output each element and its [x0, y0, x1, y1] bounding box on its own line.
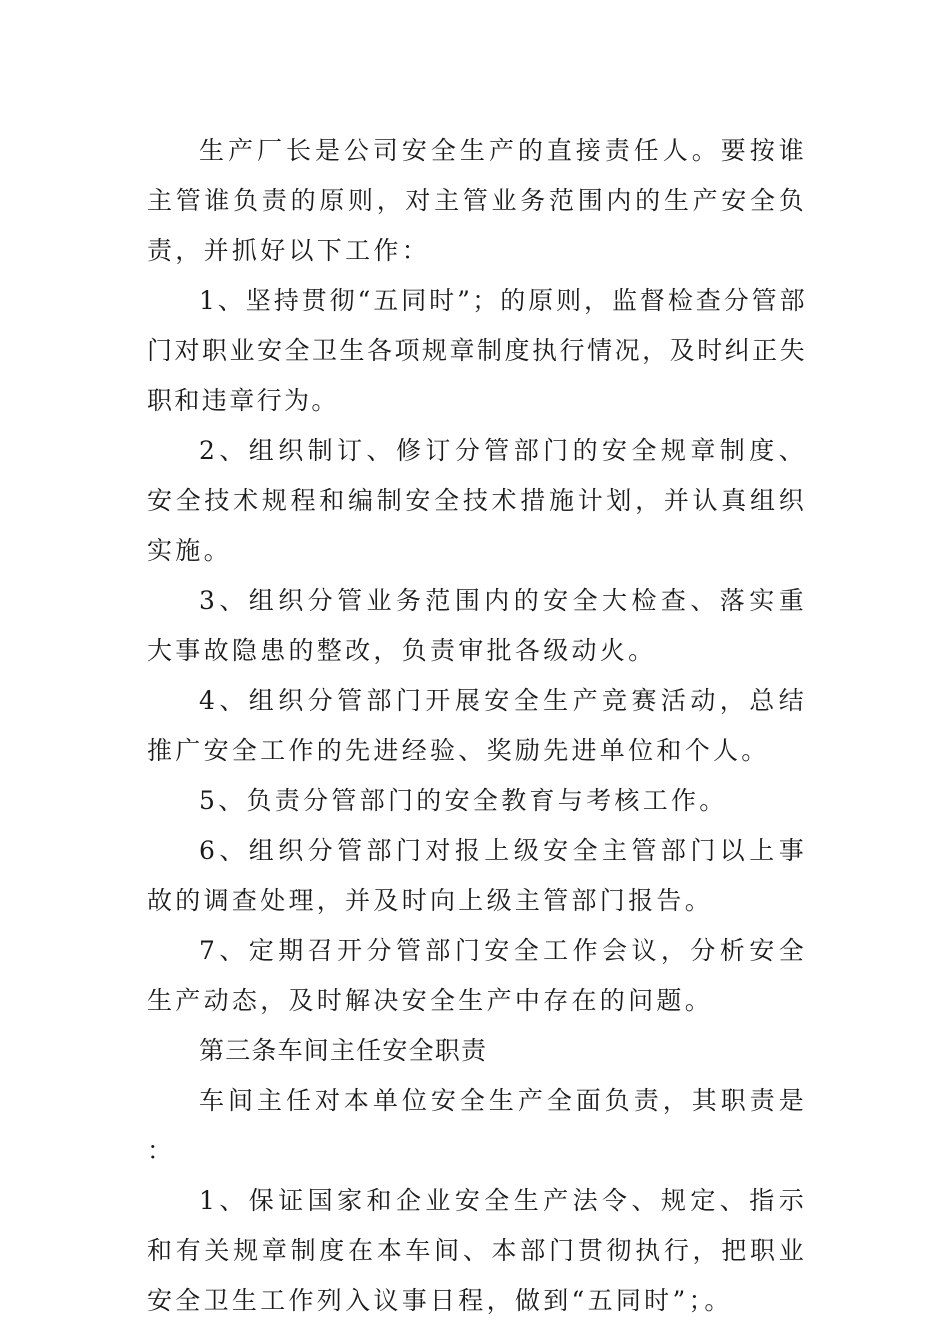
paragraph-item-5: 5、负责分管部门的安全教育与考核工作。	[199, 786, 728, 815]
section-item-1: 1、保证国家和企业安全生产法令、规定、指示和有关规章制度在本车间、本部门贯彻执行，把职业安全卫生工作列入议事日程，做到“五同时”；。	[147, 1186, 807, 1315]
paragraph-item-6: 6、组织分管部门对报上级安全主管部门以上事故的调查处理，并及时向上级主管部门报告。	[147, 836, 807, 915]
section-title: 第三条车间主任安全职责	[199, 1036, 488, 1065]
paragraph-item-4: 4、组织分管部门开展安全生产竞赛活动，总结推广安全工作的先进经验、奖励先进单位和个人。	[147, 686, 807, 765]
paragraph-intro: 生产厂长是公司安全生产的直接责任人。要按谁主管谁负责的原则，对主管业务范围内的生产安全负责，并抓好以下工作：	[147, 136, 807, 265]
section-intro: 车间主任对本单位安全生产全面负责，其职责是：	[147, 1086, 807, 1165]
paragraph-item-3: 3、组织分管业务范围内的安全大检查、落实重大事故隐患的整改，负责审批各级动火。	[147, 586, 807, 665]
paragraph-item-7: 7、定期召开分管部门安全工作会议，分析安全生产动态，及时解决安全生产中存在的问题。	[147, 936, 807, 1015]
document-page	[147, 126, 807, 1326]
paragraph-item-2: 2、组织制订、修订分管部门的安全规章制度、安全技术规程和编制安全技术措施计划，并认真组织实施。	[147, 436, 807, 565]
paragraph-item-1: 1、坚持贯彻“五同时”；的原则，监督检查分管部门对职业安全卫生各项规章制度执行情况，及时纠正失职和违章行为。	[147, 286, 807, 415]
